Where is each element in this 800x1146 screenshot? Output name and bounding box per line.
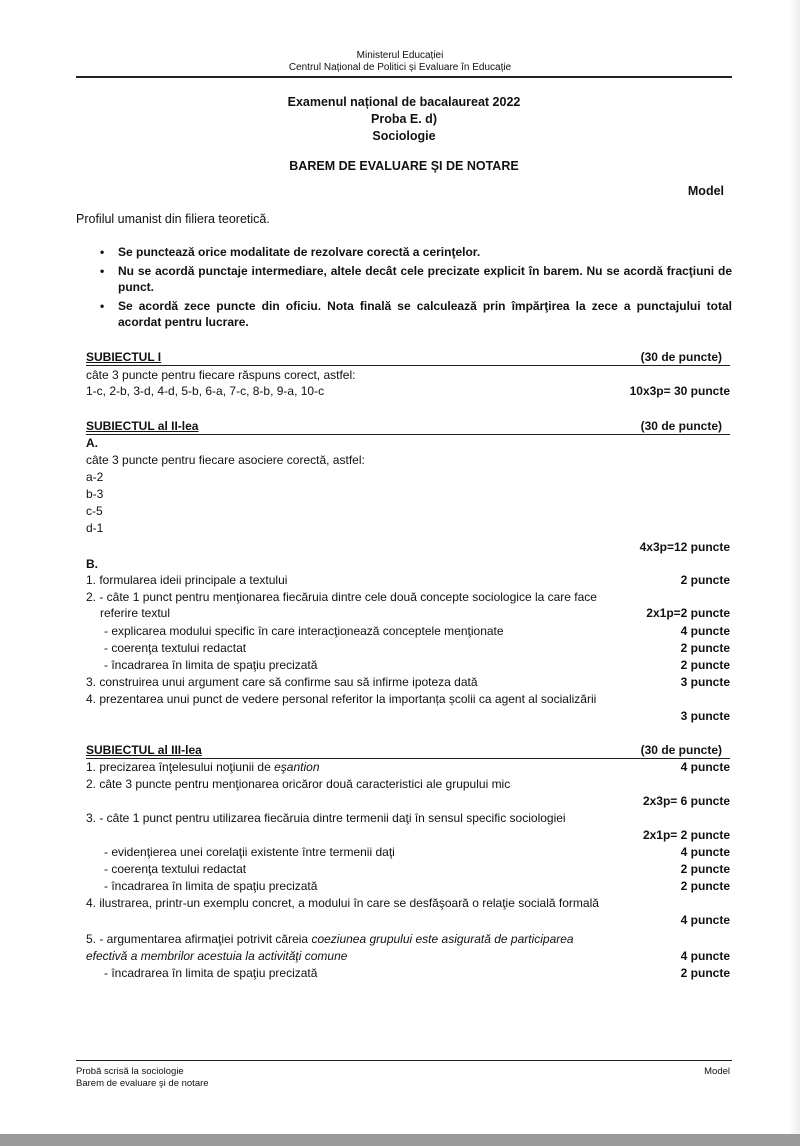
- ministry-name: Ministerul Educației: [356, 50, 444, 61]
- s3-item: - evidenţierea unei corelaţii existente între termenii daţi: [104, 845, 395, 859]
- s3-points: (30 de puncte): [640, 743, 722, 757]
- s2-a-answer: c-5: [86, 504, 103, 518]
- footer-line1: Probă scrisă la sociologie: [76, 1066, 184, 1077]
- bullet-icon: •: [100, 264, 105, 278]
- s1-answers: 1-c, 2-b, 3-d, 4-d, 5-b, 6-a, 7-c, 8-b, 9-a, 10-c: [86, 384, 325, 398]
- s2-b-label: B.: [86, 557, 98, 571]
- subject-title: Sociologie: [372, 129, 436, 143]
- page-edge-shadow: [788, 0, 800, 1134]
- s2-b-item: referire textul: [100, 606, 171, 620]
- s2-b-points: 3 puncte: [680, 709, 730, 723]
- s3-item: efectivă a membrilor acestuia la activităţi comune: [86, 949, 348, 963]
- footer-line2: Barem de evaluare şi de notare: [76, 1078, 209, 1089]
- header-rule: [76, 76, 732, 78]
- proba-title: Proba E. d): [371, 112, 437, 126]
- s2-b-points: 2 puncte: [680, 641, 730, 655]
- s2-a-instruction: câte 3 puncte pentru fiecare asociere corectă, astfel:: [86, 453, 365, 467]
- s1-title: SUBIECTUL I: [86, 350, 162, 364]
- s3-item: - încadrarea în limita de spaţiu precizată: [104, 879, 318, 893]
- s3-item: 2. câte 3 puncte pentru menţionarea oricăror două caracteristici ale grupului mic: [86, 777, 511, 791]
- viewer-bottom-bar: [0, 1134, 800, 1146]
- s3-item-points: 4 puncte: [680, 760, 730, 774]
- s2-a-answer: d-1: [86, 521, 104, 535]
- s2-b-item: 1. formularea ideii principale a textului: [86, 573, 288, 587]
- s2-b-points: 3 puncte: [680, 675, 730, 689]
- s2-title: SUBIECTUL al II-lea: [86, 419, 199, 433]
- section-rule: [86, 758, 730, 759]
- bullet-icon: •: [100, 245, 105, 259]
- s2-a-label: A.: [86, 436, 98, 450]
- s3-item-points: 4 puncte: [680, 913, 730, 927]
- s2-a-answer: a-2: [86, 470, 104, 484]
- bullet-icon: •: [100, 299, 105, 313]
- s3-item-points: 2x1p= 2 puncte: [642, 828, 730, 842]
- barem-title: BAREM DE EVALUARE ŞI DE NOTARE: [289, 159, 519, 173]
- s2-b-points: 2x1p=2 puncte: [646, 606, 730, 620]
- s3-item-points: 4 puncte: [680, 949, 730, 963]
- rule-item: • Nu se acordă punctaje intermediare, altele decât cele precizate explicit în barem. Nu se acordă fracţiuni de punct.: [100, 264, 732, 294]
- s2-b-item: 2. - câte 1 punct pentru menţionarea fiecăruia dintre cele două concepte sociologice la care face: [86, 590, 597, 604]
- s3-item: 3. - câte 1 punct pentru utilizarea fiecăruia dintre termenii daţi în sensul specific sociologiei: [86, 811, 566, 825]
- rule-item: • Se punctează orice modalitate de rezolvare corectă a cerinţelor.: [100, 245, 481, 259]
- s2-b-points: 4 puncte: [680, 624, 730, 638]
- center-name: Centrul Național de Politici și Evaluare în Educație: [288, 62, 512, 73]
- s1-points: (30 de puncte): [640, 350, 722, 364]
- profile-text: Profilul umanist din filiera teoretică.: [76, 212, 270, 226]
- s3-item: - coerenţa textului redactat: [104, 862, 247, 876]
- s3-item-points: 2x3p= 6 puncte: [642, 794, 730, 808]
- s3-item: 4. ilustrarea, printr-un exemplu concret, a modului în care se desfăşoară o relaţie socială formală: [86, 896, 599, 910]
- s3-item-points: 2 puncte: [680, 862, 730, 876]
- footer-rule: [76, 1060, 732, 1061]
- s3-item-points: 4 puncte: [680, 845, 730, 859]
- footer-model: Model: [704, 1066, 730, 1077]
- s2-b-points: 2 puncte: [680, 658, 730, 672]
- rules-list: [96, 244, 732, 333]
- s3-item-points: 2 puncte: [680, 966, 730, 980]
- s2-a-total: 4x3p=12 puncte: [639, 540, 730, 554]
- section-rule: [86, 365, 730, 366]
- s3-title: SUBIECTUL al III-lea: [86, 743, 202, 757]
- s3-item-points: 2 puncte: [680, 879, 730, 893]
- rule-item: • Se acordă zece puncte din oficiu. Nota finală se calculează prin împărţirea la zece a punctajului total acordat pentru lucrare.: [100, 299, 732, 329]
- s2-b-points: 2 puncte: [680, 573, 730, 587]
- exam-title: Examenul național de bacalaureat 2022: [287, 95, 521, 109]
- s3-item: - încadrarea în limita de spaţiu precizată: [104, 966, 318, 980]
- s2-b-item: - încadrarea în limita de spaţiu precizată: [104, 658, 318, 672]
- s2-b-item: 4. prezentarea unui punct de vedere personal referitor la importanța școlii ca agent al socializării: [86, 692, 597, 706]
- s3-item: 5. - argumentarea afirmaţiei potrivit căreia coeziunea grupului este asigurată de participarea: [86, 932, 574, 946]
- model-label: Model: [687, 184, 724, 198]
- s2-b-item: - explicarea modului specific în care interacţionează conceptele menţionate: [104, 624, 504, 638]
- s2-b-item: - coerenţa textului redactat: [104, 641, 247, 655]
- s3-item: 1. precizarea înţelesului noţiunii de eşantion: [86, 760, 320, 774]
- s1-total: 10x3p= 30 puncte: [629, 384, 730, 398]
- section-rule: [86, 434, 730, 435]
- s2-a-answer: b-3: [86, 487, 104, 501]
- s1-instruction: câte 3 puncte pentru fiecare răspuns corect, astfel:: [86, 368, 356, 382]
- s2-b-item: 3. construirea unui argument care să confirme sau să infirme ipoteza dată: [86, 675, 478, 689]
- s2-points: (30 de puncte): [640, 419, 722, 433]
